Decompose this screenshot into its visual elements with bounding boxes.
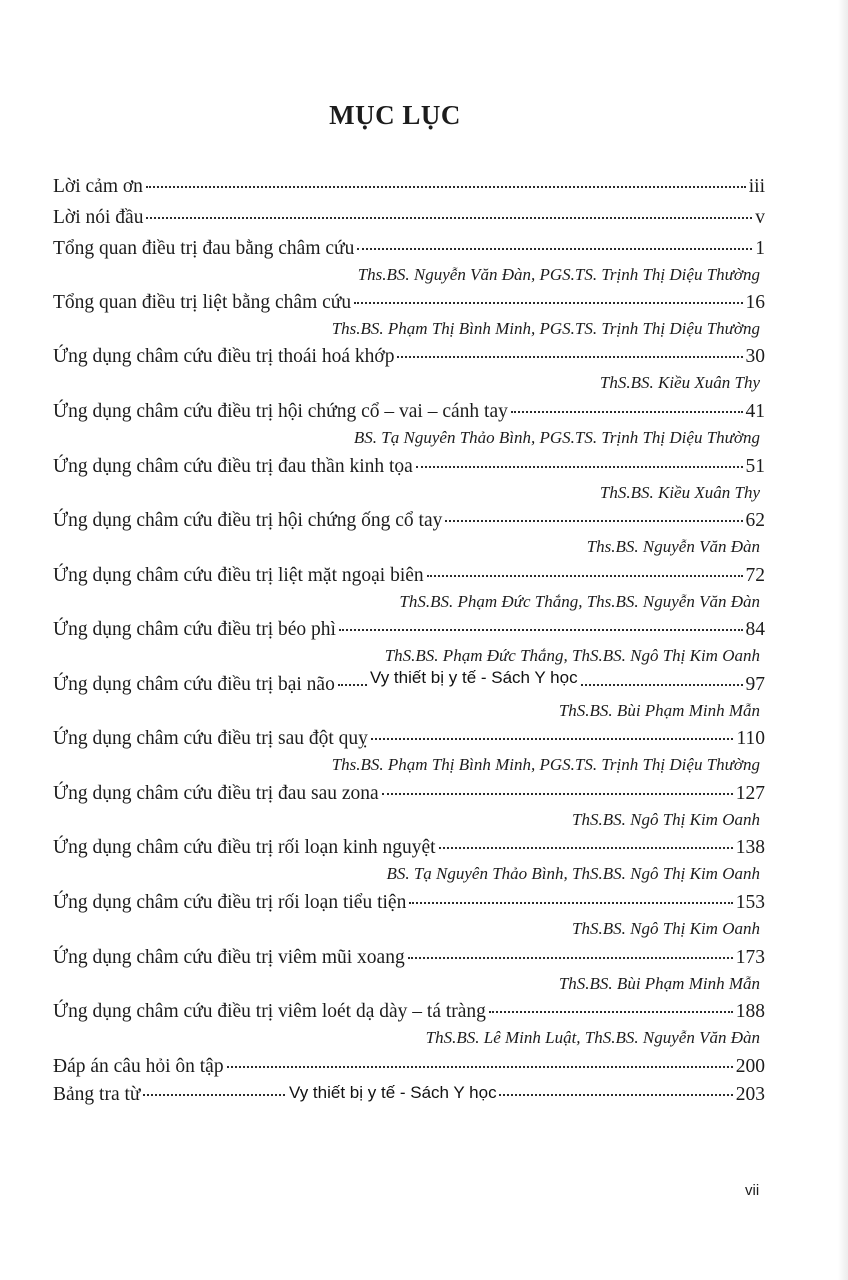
toc-entry-authors: ThS.BS. Ngô Thị Kim Oanh bbox=[572, 919, 760, 938]
toc-entry-page: 188 bbox=[735, 1001, 765, 1022]
dot-leader bbox=[146, 186, 746, 188]
toc-entry-title: Tổng quan điều trị đau bằng châm cứu bbox=[53, 238, 355, 259]
toc-entry-page: 97 bbox=[745, 674, 765, 695]
toc-entry-page: 127 bbox=[735, 783, 765, 804]
toc-entry-page: 173 bbox=[735, 947, 765, 968]
page-edge-shadow bbox=[838, 0, 848, 1280]
dot-leader bbox=[146, 217, 752, 219]
toc-entry-title: Lời nói đầu bbox=[53, 207, 144, 228]
toc-entry-page: 72 bbox=[745, 565, 765, 586]
dot-leader bbox=[445, 520, 742, 522]
toc-entry-title: Ứng dụng châm cứu điều trị bại não bbox=[53, 674, 335, 695]
toc-entry bbox=[53, 999, 765, 1025]
toc-entry-page: 153 bbox=[735, 892, 765, 913]
toc-entry bbox=[53, 726, 765, 752]
dot-leader bbox=[439, 847, 733, 849]
toc-entry bbox=[53, 236, 765, 262]
toc-entry-title: Bảng tra từ bbox=[53, 1084, 141, 1105]
toc-entry-page: 1 bbox=[755, 238, 765, 259]
toc-entry-title: Ứng dụng châm cứu điều trị liệt mặt ngoại biên bbox=[53, 565, 424, 586]
toc-entry-title: Ứng dụng châm cứu điều trị hội chứng ống cổ tay bbox=[53, 510, 443, 531]
dot-leader bbox=[489, 1011, 733, 1013]
toc-entry-title: Tổng quan điều trị liệt bằng châm cứu bbox=[53, 292, 352, 313]
toc-entry-authors: ThS.BS. Kiều Xuân Thy bbox=[599, 373, 760, 392]
toc-entry-page: 41 bbox=[745, 401, 765, 422]
toc-entry-authors: ThS.BS. Kiều Xuân Thy bbox=[599, 483, 760, 502]
toc-entry bbox=[53, 454, 765, 480]
toc-entry-page: iii bbox=[748, 176, 765, 197]
toc-entry bbox=[53, 205, 765, 231]
toc-entry bbox=[53, 945, 765, 971]
toc-entry-title: Ứng dụng châm cứu điều trị viêm loét dạ dày – tá tràng bbox=[53, 1001, 486, 1022]
toc-entry-authors: BS. Tạ Nguyên Thảo Bình, ThS.BS. Ngô Thị Kim Oanh bbox=[386, 864, 760, 883]
toc-entry-title: Đáp án câu hỏi ôn tập bbox=[53, 1056, 224, 1077]
page-number: vii bbox=[745, 1182, 760, 1199]
toc-entry bbox=[53, 890, 765, 916]
toc-entry-authors: BS. Tạ Nguyên Thảo Bình, PGS.TS. Trịnh Thị Diệu Thường bbox=[353, 428, 760, 447]
toc-entry bbox=[53, 290, 765, 316]
toc-entry bbox=[53, 835, 765, 861]
toc-entry-authors: ThS.BS. Phạm Đức Thắng, ThS.BS. Ngô Thị Kim Oanh bbox=[384, 646, 760, 665]
dot-leader bbox=[371, 738, 734, 740]
toc-entry bbox=[53, 1054, 765, 1080]
dot-leader bbox=[339, 629, 743, 631]
toc-entry bbox=[53, 563, 765, 589]
toc-entry-title: Ứng dụng châm cứu điều trị béo phì bbox=[53, 619, 336, 640]
dot-leader bbox=[397, 356, 742, 358]
dot-leader bbox=[382, 793, 733, 795]
toc-entry-authors: Ths.BS. Nguyễn Văn Đàn, PGS.TS. Trịnh Thị Diệu Thường bbox=[357, 265, 760, 284]
toc-entry-authors: ThS.BS. Phạm Đức Thắng, Ths.BS. Nguyễn Văn Đàn bbox=[399, 592, 760, 611]
toc-entry bbox=[53, 508, 765, 534]
dot-leader bbox=[227, 1066, 733, 1068]
toc-entry-page: v bbox=[755, 207, 765, 228]
toc-entry-page: 200 bbox=[735, 1056, 765, 1077]
toc-entry-page: 62 bbox=[745, 510, 765, 531]
toc-entry-authors: Ths.BS. Nguyễn Văn Đàn bbox=[586, 537, 760, 556]
toc-entry bbox=[53, 399, 765, 425]
toc-entry-page: 30 bbox=[745, 346, 765, 367]
toc-entry-title: Ứng dụng châm cứu điều trị đau sau zona bbox=[53, 783, 379, 804]
toc-entry-page: 203 bbox=[735, 1084, 765, 1105]
toc-entry-title: Ứng dụng châm cứu điều trị rối loạn tiểu tiện bbox=[53, 892, 407, 913]
toc-entry-page: 138 bbox=[735, 837, 765, 858]
toc-entry bbox=[53, 174, 765, 200]
toc-entry bbox=[53, 617, 765, 643]
toc-entry bbox=[53, 781, 765, 807]
toc-entry-page: 16 bbox=[745, 292, 765, 313]
dot-leader bbox=[354, 302, 742, 304]
dot-leader bbox=[357, 248, 752, 250]
dot-leader bbox=[408, 957, 733, 959]
watermark-text: Vy thiết bị y tế - Sách Y học bbox=[289, 1083, 497, 1102]
dot-leader bbox=[511, 411, 743, 413]
toc-entry-authors: ThS.BS. Lê Minh Luật, ThS.BS. Nguyễn Văn Đàn bbox=[425, 1028, 760, 1047]
toc-entry-page: 110 bbox=[736, 728, 765, 749]
dot-leader bbox=[416, 466, 743, 468]
toc-entry-title: Ứng dụng châm cứu điều trị hội chứng cổ – vai – cánh tay bbox=[53, 401, 508, 422]
toc-entry bbox=[53, 344, 765, 370]
watermark-text: Vy thiết bị y tế - Sách Y học bbox=[370, 668, 578, 687]
toc-entry-title: Ứng dụng châm cứu điều trị đau thần kinh tọa bbox=[53, 456, 413, 477]
dot-leader bbox=[409, 902, 732, 904]
toc-entry-title: Ứng dụng châm cứu điều trị rối loạn kinh nguyệt bbox=[53, 837, 436, 858]
toc-entry-authors: ThS.BS. Bùi Phạm Minh Mẫn bbox=[558, 701, 760, 720]
toc-entry-authors: Ths.BS. Phạm Thị Bình Minh, PGS.TS. Trịnh Thị Diệu Thường bbox=[331, 319, 760, 338]
toc-entry-title: Ứng dụng châm cứu điều trị viêm mũi xoang bbox=[53, 947, 405, 968]
page-title: MỤC LỤC bbox=[329, 100, 461, 130]
toc-entry-authors: ThS.BS. Ngô Thị Kim Oanh bbox=[572, 810, 760, 829]
toc-entry-authors: Ths.BS. Phạm Thị Bình Minh, PGS.TS. Trịnh Thị Diệu Thường bbox=[331, 755, 760, 774]
toc-entry-title: Lời cảm ơn bbox=[53, 176, 143, 197]
toc-entry-title: Ứng dụng châm cứu điều trị thoái hoá khớp bbox=[53, 346, 395, 367]
toc-entry-title: Ứng dụng châm cứu điều trị sau đột quỵ bbox=[53, 728, 368, 749]
toc-entry-page: 84 bbox=[745, 619, 765, 640]
dot-leader bbox=[427, 575, 743, 577]
toc-entry-page: 51 bbox=[745, 456, 765, 477]
toc-entry-authors: ThS.BS. Bùi Phạm Minh Mẫn bbox=[558, 974, 760, 993]
